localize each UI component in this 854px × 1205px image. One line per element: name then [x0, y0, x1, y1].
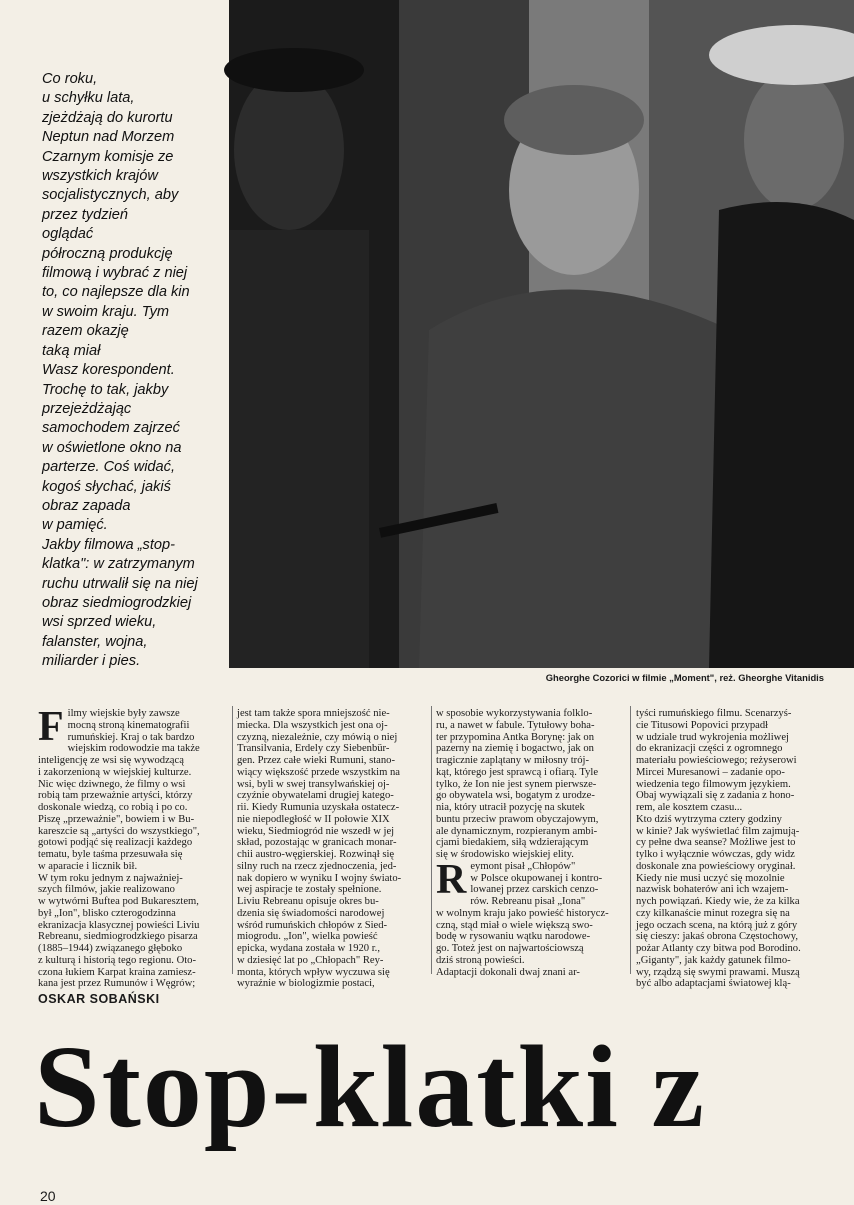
page-number: 20: [40, 1188, 56, 1204]
article-line: Mircei Muresanowi – zadanie opo-: [636, 766, 785, 778]
article-line: „Giganty", jak każdy gatunek filmo-: [636, 954, 791, 966]
article-line: kareszcie są „artyści do wszystkiego",: [38, 825, 200, 837]
article-line: w Polsce okupowanej i kontro-: [470, 872, 603, 884]
lead-line: wsi sprzed wieku,: [42, 614, 157, 631]
lead-line: zjeżdżają do kurortu: [42, 109, 173, 126]
article-line: miecka. Dla wszystkich jest ona oj-: [237, 719, 388, 731]
drop-cap: R: [436, 856, 467, 903]
article-line: buntu przeciw prawom obyczajowym,: [436, 813, 599, 825]
article-line: doskonale zna powieściowy oryginał.: [636, 860, 796, 872]
article-line: wsi, byli w swej transylwańskiej oj-: [237, 778, 390, 790]
lead-line: obraz zapada: [42, 497, 131, 514]
article-line: ter przypomina Antka Borynę: jak on: [436, 731, 594, 743]
lead-line: to, co najlepsze dla kin: [42, 284, 190, 301]
article-line: gotowi podjąć się realizacji każdego: [38, 837, 193, 849]
column-divider: [630, 706, 631, 974]
article-line: być albo adaptacjami światowej klą-: [636, 978, 791, 990]
lead-line: falanster, wojna,: [42, 633, 148, 650]
article-line: kąt, którego jest sprawcą i ofiarą. Tyle: [436, 766, 599, 778]
article-line: wiący większość przede wszystkim na: [237, 766, 400, 778]
article-line: pożar Atlanty czy bitwa pod Borodino.: [636, 943, 801, 954]
lead-line: Co roku,: [42, 71, 98, 87]
article-line: dzenia się świadomości narodowej: [237, 907, 385, 919]
lead-line: obraz siedmiogrodzkiej: [42, 594, 192, 611]
photo-caption: Gheorghe Cozorici w filmie „Moment", reż. Gheorghe Vitanidis: [545, 672, 824, 683]
article-line: Obaj wywiązali się z zadania z hono-: [636, 790, 795, 802]
lead-line: u schyłku lata,: [42, 90, 135, 107]
article-line: w wolnym kraju jako powieść historycz-: [436, 907, 609, 919]
lead-line: w pamięć.: [42, 517, 108, 534]
article-line: z kulturą i historią tego regionu. Oto-: [38, 954, 196, 966]
article-line: ilmy wiejskie były zawsze: [67, 708, 180, 719]
article-line: tematu, byle taśma przesuwała się: [38, 849, 183, 860]
article-line: bodę w rysowaniu wątku narodowe-: [436, 931, 591, 943]
drop-cap: F: [38, 704, 64, 750]
film-still-illustration: [229, 0, 854, 668]
article-line: go obywatela wsi, bogatym z urodze-: [436, 790, 595, 802]
article-line: Piszę „przeważnie", bowiem i w Bu-: [38, 813, 195, 825]
article-line: nych powiązań. Kiedy wie, że za kilka: [636, 896, 800, 907]
column-divider: [232, 706, 233, 974]
article-line: wej aspiracje te zostały spełnione.: [237, 884, 382, 896]
article-line: tragicznie zaplątany w miłosny trój-: [436, 755, 589, 766]
article-line: wiedzenia tego filmowym językiem.: [636, 778, 791, 790]
lead-line: samochodem zajrzeć: [42, 420, 180, 437]
lead-line: półroczną produkcję: [42, 245, 173, 262]
lead-line: w oświetlone okno na: [42, 439, 182, 456]
lead-line: socjalistycznych, aby: [42, 187, 179, 204]
article-line: Transilvania, Erdely czy Siebenbür-: [237, 743, 390, 755]
article-line: go. Toteż jest on najwartościowszą: [436, 943, 584, 954]
article-line: Nic więc dziwnego, że filmy o wsi: [38, 778, 186, 790]
article-line: dziś stroną powieści.: [436, 954, 525, 966]
lead-line: klatka": w zatrzymanym: [42, 556, 195, 573]
article-line: mocną stroną kinematografii: [67, 719, 190, 731]
article-line: rii. Kiedy Rumunia uzyskała ostatecz-: [237, 802, 400, 813]
lead-line: Jakby filmowa „stop-: [42, 536, 176, 553]
article-line: cy pełne dwa seanse? Możliwe jest to: [636, 837, 796, 849]
article-line: w dziesięć lat po „Chłopach" Rey-: [237, 954, 384, 966]
article-line: doskonale wiedzą, co robią i po co.: [38, 802, 188, 813]
article-line: ale dynamicznym, rozpieranym ambi-: [436, 825, 598, 837]
article-line: do ekranizacji części z ogromnego: [636, 743, 783, 755]
article-line: gen. Przez całe wieki Rumuni, stano-: [237, 755, 395, 766]
lead-line: taką miał: [42, 342, 101, 359]
lead-line: Trochę to tak, jakby: [42, 381, 169, 398]
article-line: był „Ion", blisko czterogodzinna: [38, 907, 176, 919]
lead-paragraph: [42, 70, 227, 672]
article-line: Kiedy nie musi uczyć się mozolnie: [636, 872, 785, 884]
article-line: (1885–1944) związanego głęboko: [38, 943, 183, 954]
article-line: nazwisk bohaterów ani ich wzajem-: [636, 884, 789, 896]
lead-line: razem okazję: [42, 323, 129, 340]
column-divider: [431, 706, 432, 974]
article-column-2: [237, 708, 424, 990]
article-line: materiału powieściowego; reżyserowi: [636, 755, 797, 766]
article-line: w sposobie wykorzystywania folklo-: [436, 708, 593, 719]
article-line: czyzną, niezależnie, czy mówią o niej: [237, 731, 398, 743]
article-line: Kto dziś wytrzyma cztery godziny: [636, 813, 782, 825]
author-byline: OSKAR SOBAŃSKI: [38, 992, 160, 1006]
article-line: wiejskim rodowodzie ma także: [67, 743, 200, 755]
article-line: się w środowisko wiejskiej elity.: [436, 849, 574, 860]
article-line: Adaptacji dokonali dwaj znani ar-: [436, 966, 580, 978]
article-line: tylko i wyłącznie wówczas, gdy widz: [636, 849, 795, 860]
article-line: rem, ale kosztem czasu...: [636, 802, 743, 813]
article-line: ekranizacja klasycznej powieści Liviu: [38, 919, 200, 931]
article-column-4: [636, 708, 823, 990]
article-line: wieku, Siedmiogród nie wszedł w jej: [237, 825, 395, 837]
article-line: w udziale trud wykrojenia możliwej: [636, 731, 789, 743]
article-column-1: [38, 704, 225, 990]
lead-line: wszystkich krajów: [42, 168, 158, 185]
article-line: czną, stąd miał o wiele większą swo-: [436, 919, 593, 931]
article-line: skład, pozostając w granicach monar-: [237, 837, 397, 849]
article-line: W tym roku jednym z najważniej-: [38, 872, 183, 884]
lead-line: kogoś słychać, jakiś: [42, 478, 171, 495]
lead-line: oglądać: [42, 226, 94, 243]
article-line: inteligencję ze wsi się wywodzącą: [38, 755, 184, 766]
lead-line: Neptun nad Morzem: [42, 129, 175, 146]
article-line: pazerny na ziemię i bogactwo, jak on: [436, 743, 594, 755]
article-line: Liviu Rebreanu opisuje okres bu-: [237, 896, 379, 907]
article-line: robią tam przeważnie artyści, którzy: [38, 790, 193, 802]
article-line: i zakorzenioną w wiejskiej kulturze.: [38, 766, 192, 778]
lead-line: ruchu utrwalił się na niej: [42, 575, 198, 592]
article-line: wyraźnie w biologizmie postaci,: [237, 978, 375, 990]
article-line: cjami biedakiem, siłą wdzierającym: [436, 837, 589, 849]
article-line: czyźnie obywatelami drugiej katego-: [237, 790, 394, 802]
article-line: kana jest przez Rumunów i Węgrów;: [38, 978, 196, 990]
lead-line: miliarder i pies.: [42, 653, 141, 670]
lead-line: Wasz korespondent.: [42, 362, 175, 379]
article-line: rumuńskiej. Kraj o tak bardzo: [67, 731, 195, 743]
film-still-photo: [229, 0, 854, 668]
article-line: w wytwórni Buftea pod Bukaresztem,: [38, 896, 199, 907]
article-line: ru, a nawet w fabule. Tytułowy boha-: [436, 719, 595, 731]
article-line: się cieszy: jakaś obrona Częstochowy,: [636, 931, 798, 943]
article-line: szych filmów, jakie realizowano: [38, 884, 175, 896]
article-line: nia, który utracił pozycję na skutek: [436, 802, 585, 813]
article-line: rów. Rebreanu pisał „Iona": [470, 896, 586, 907]
article-line: wy, rządzą się swymi prawami. Muszą: [636, 966, 800, 978]
lead-line: filmową i wybrać z niej: [42, 265, 188, 282]
article-line: w aparacie i licznik bił.: [38, 860, 138, 872]
article-line: eymont pisał „Chłopów": [470, 860, 576, 872]
lead-line: w swoim kraju. Tym: [42, 303, 170, 320]
article-line: jest tam także spora mniejszość nie-: [237, 708, 390, 719]
article-line: monta, których wpływ wyczuwa się: [237, 966, 390, 978]
lead-line: parterze. Coś widać,: [42, 459, 176, 476]
article-line: nie niepodległość w II połowie XIX: [237, 813, 390, 825]
article-line: Rebreanu, siedmiogrodzkiego pisarza: [38, 931, 198, 943]
article-line: czy kilkanaście minut rozegra się na: [636, 907, 790, 919]
article-line: epicka, wydana została w 1920 r.,: [237, 943, 380, 954]
article-line: silny ruch na rzecz zjednoczenia, jed-: [237, 860, 397, 872]
article-line: cie Titusowi Popovici przypadł: [636, 719, 769, 731]
article-line: tylko, że Ion nie jest synem pierwsze-: [436, 778, 597, 790]
article-headline: Stop-klatki z: [34, 1021, 706, 1152]
article-line: tyści rumuńskiego filmu. Scenarzyś-: [636, 708, 792, 719]
article-line: lowanej przez carskich cenzo-: [470, 884, 599, 896]
article-line: nak dopiero w wyniku I wojny świato-: [237, 872, 402, 884]
article-line: jego oczach scena, na którą już z góry: [636, 919, 798, 931]
article-line: miogrodu. „Ion", wielka powieść: [237, 931, 378, 943]
lead-line: przez tydzień: [42, 206, 128, 223]
article-line: w kinie? Jak wyświetlać film zajmują-: [636, 825, 800, 837]
lead-line: przejeżdżając: [42, 400, 132, 417]
article-line: chii austro-węgierskiej. Rozwinął się: [237, 849, 395, 860]
article-line: czona łukiem Karpat kraina zamiesz-: [38, 966, 196, 978]
article-line: wśród rumuńskich chłopów z Sied-: [237, 919, 388, 931]
article-column-3: [436, 708, 623, 978]
lead-line: Czarnym komisje ze: [42, 148, 174, 165]
